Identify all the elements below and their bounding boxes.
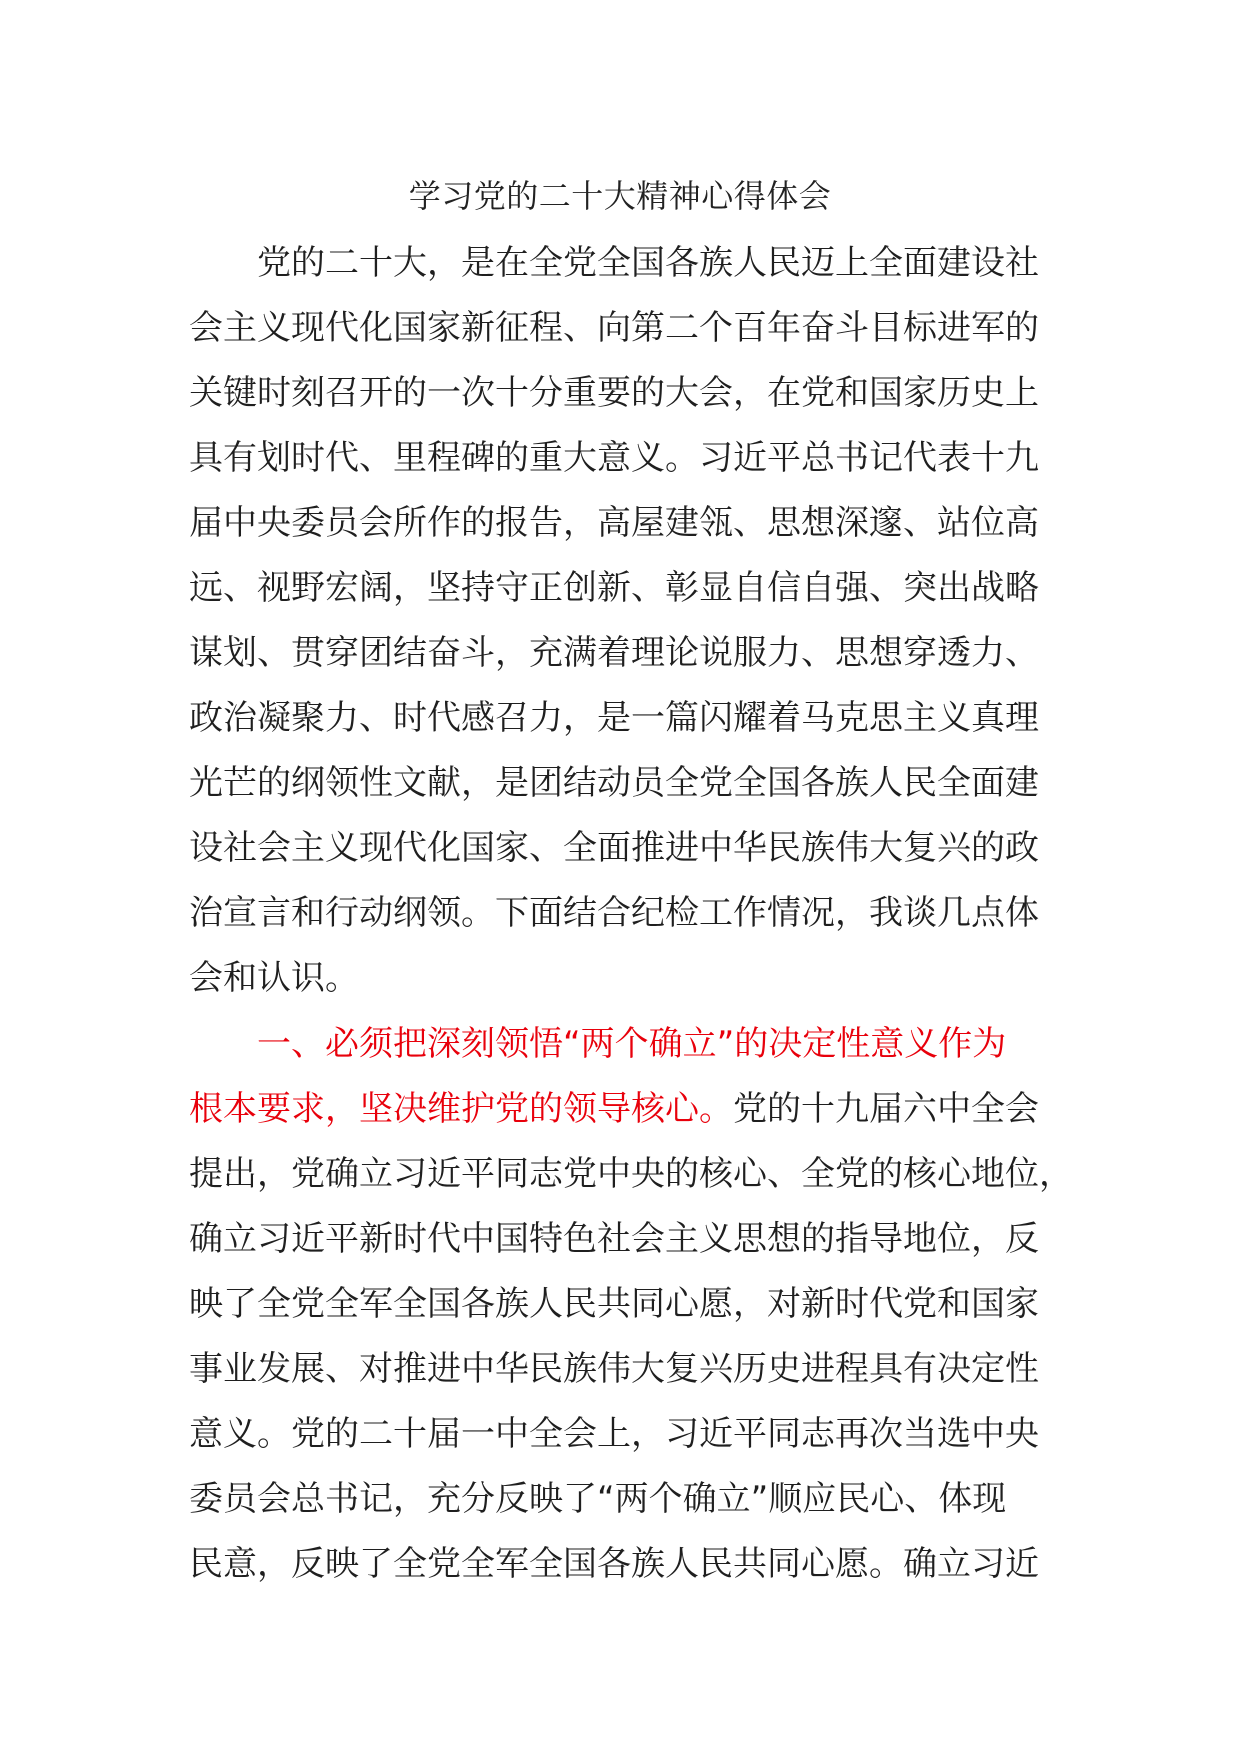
- section-heading-line: 根本要求，坚决维护党的领导核心。: [189, 1089, 733, 1129]
- body-paragraph-2: [189, 1012, 1073, 1597]
- paragraph-line: 谋划、贯穿团结奋斗，充满着理论说服力、思想穿透力、: [189, 633, 1039, 673]
- paragraph-line: 意义。党的二十届一中全会上，习近平同志再次当选中央: [189, 1414, 1039, 1454]
- body-paragraph-1: [189, 231, 1049, 1011]
- paragraph-line: 党的二十大，是在全党全国各族人民迈上全面建设社: [189, 243, 1039, 283]
- paragraph-line: 光芒的纲领性文献，是团结动员全党全国各族人民全面建: [189, 763, 1039, 803]
- paragraph-line: 具有划时代、里程碑的重大意义。习近平总书记代表十九: [189, 438, 1039, 478]
- paragraph-line: 事业发展、对推进中华民族伟大复兴历史进程具有决定性: [189, 1349, 1039, 1389]
- paragraph-line: 政治凝聚力、时代感召力，是一篇闪耀着马克思主义真理: [189, 698, 1039, 738]
- paragraph-line: 届中央委员会所作的报告，高屋建瓴、思想深邃、站位高: [189, 503, 1039, 543]
- paragraph-line: 提出，党确立习近平同志党中央的核心、全党的核心地位，: [189, 1154, 1073, 1194]
- paragraph-line: 远、视野宏阔，坚持守正创新、彰显自信自强、突出战略: [189, 568, 1039, 608]
- paragraph-line: 会和认识。: [189, 958, 359, 998]
- paragraph-line: 民意，反映了全党全军全国各族人民共同心愿。确立习近: [189, 1544, 1039, 1584]
- paragraph-line: 委员会总书记，充分反映了“两个确立”顺应民心、体现: [189, 1479, 1007, 1519]
- document-title: 学习党的二十大精神心得体会: [408, 177, 832, 215]
- paragraph-text: 党的十九届六中全会: [733, 1089, 1039, 1129]
- paragraph-line: 映了全党全军全国各族人民共同心愿，对新时代党和国家: [189, 1284, 1039, 1324]
- paragraph-line: 设社会主义现代化国家、全面推进中华民族伟大复兴的政: [189, 828, 1039, 868]
- section-heading-line: 一、必须把深刻领悟“两个确立”的决定性意义作为: [189, 1024, 1007, 1064]
- paragraph-line: [189, 1077, 1049, 1142]
- paragraph-line: 确立习近平新时代中国特色社会主义思想的指导地位，反: [189, 1219, 1039, 1259]
- paragraph-line: 治宣言和行动纲领。下面结合纪检工作情况，我谈几点体: [189, 893, 1039, 933]
- paragraph-line: 关键时刻召开的一次十分重要的大会，在党和国家历史上: [189, 373, 1039, 413]
- paragraph-line: 会主义现代化国家新征程、向第二个百年奋斗目标进军的: [189, 308, 1039, 348]
